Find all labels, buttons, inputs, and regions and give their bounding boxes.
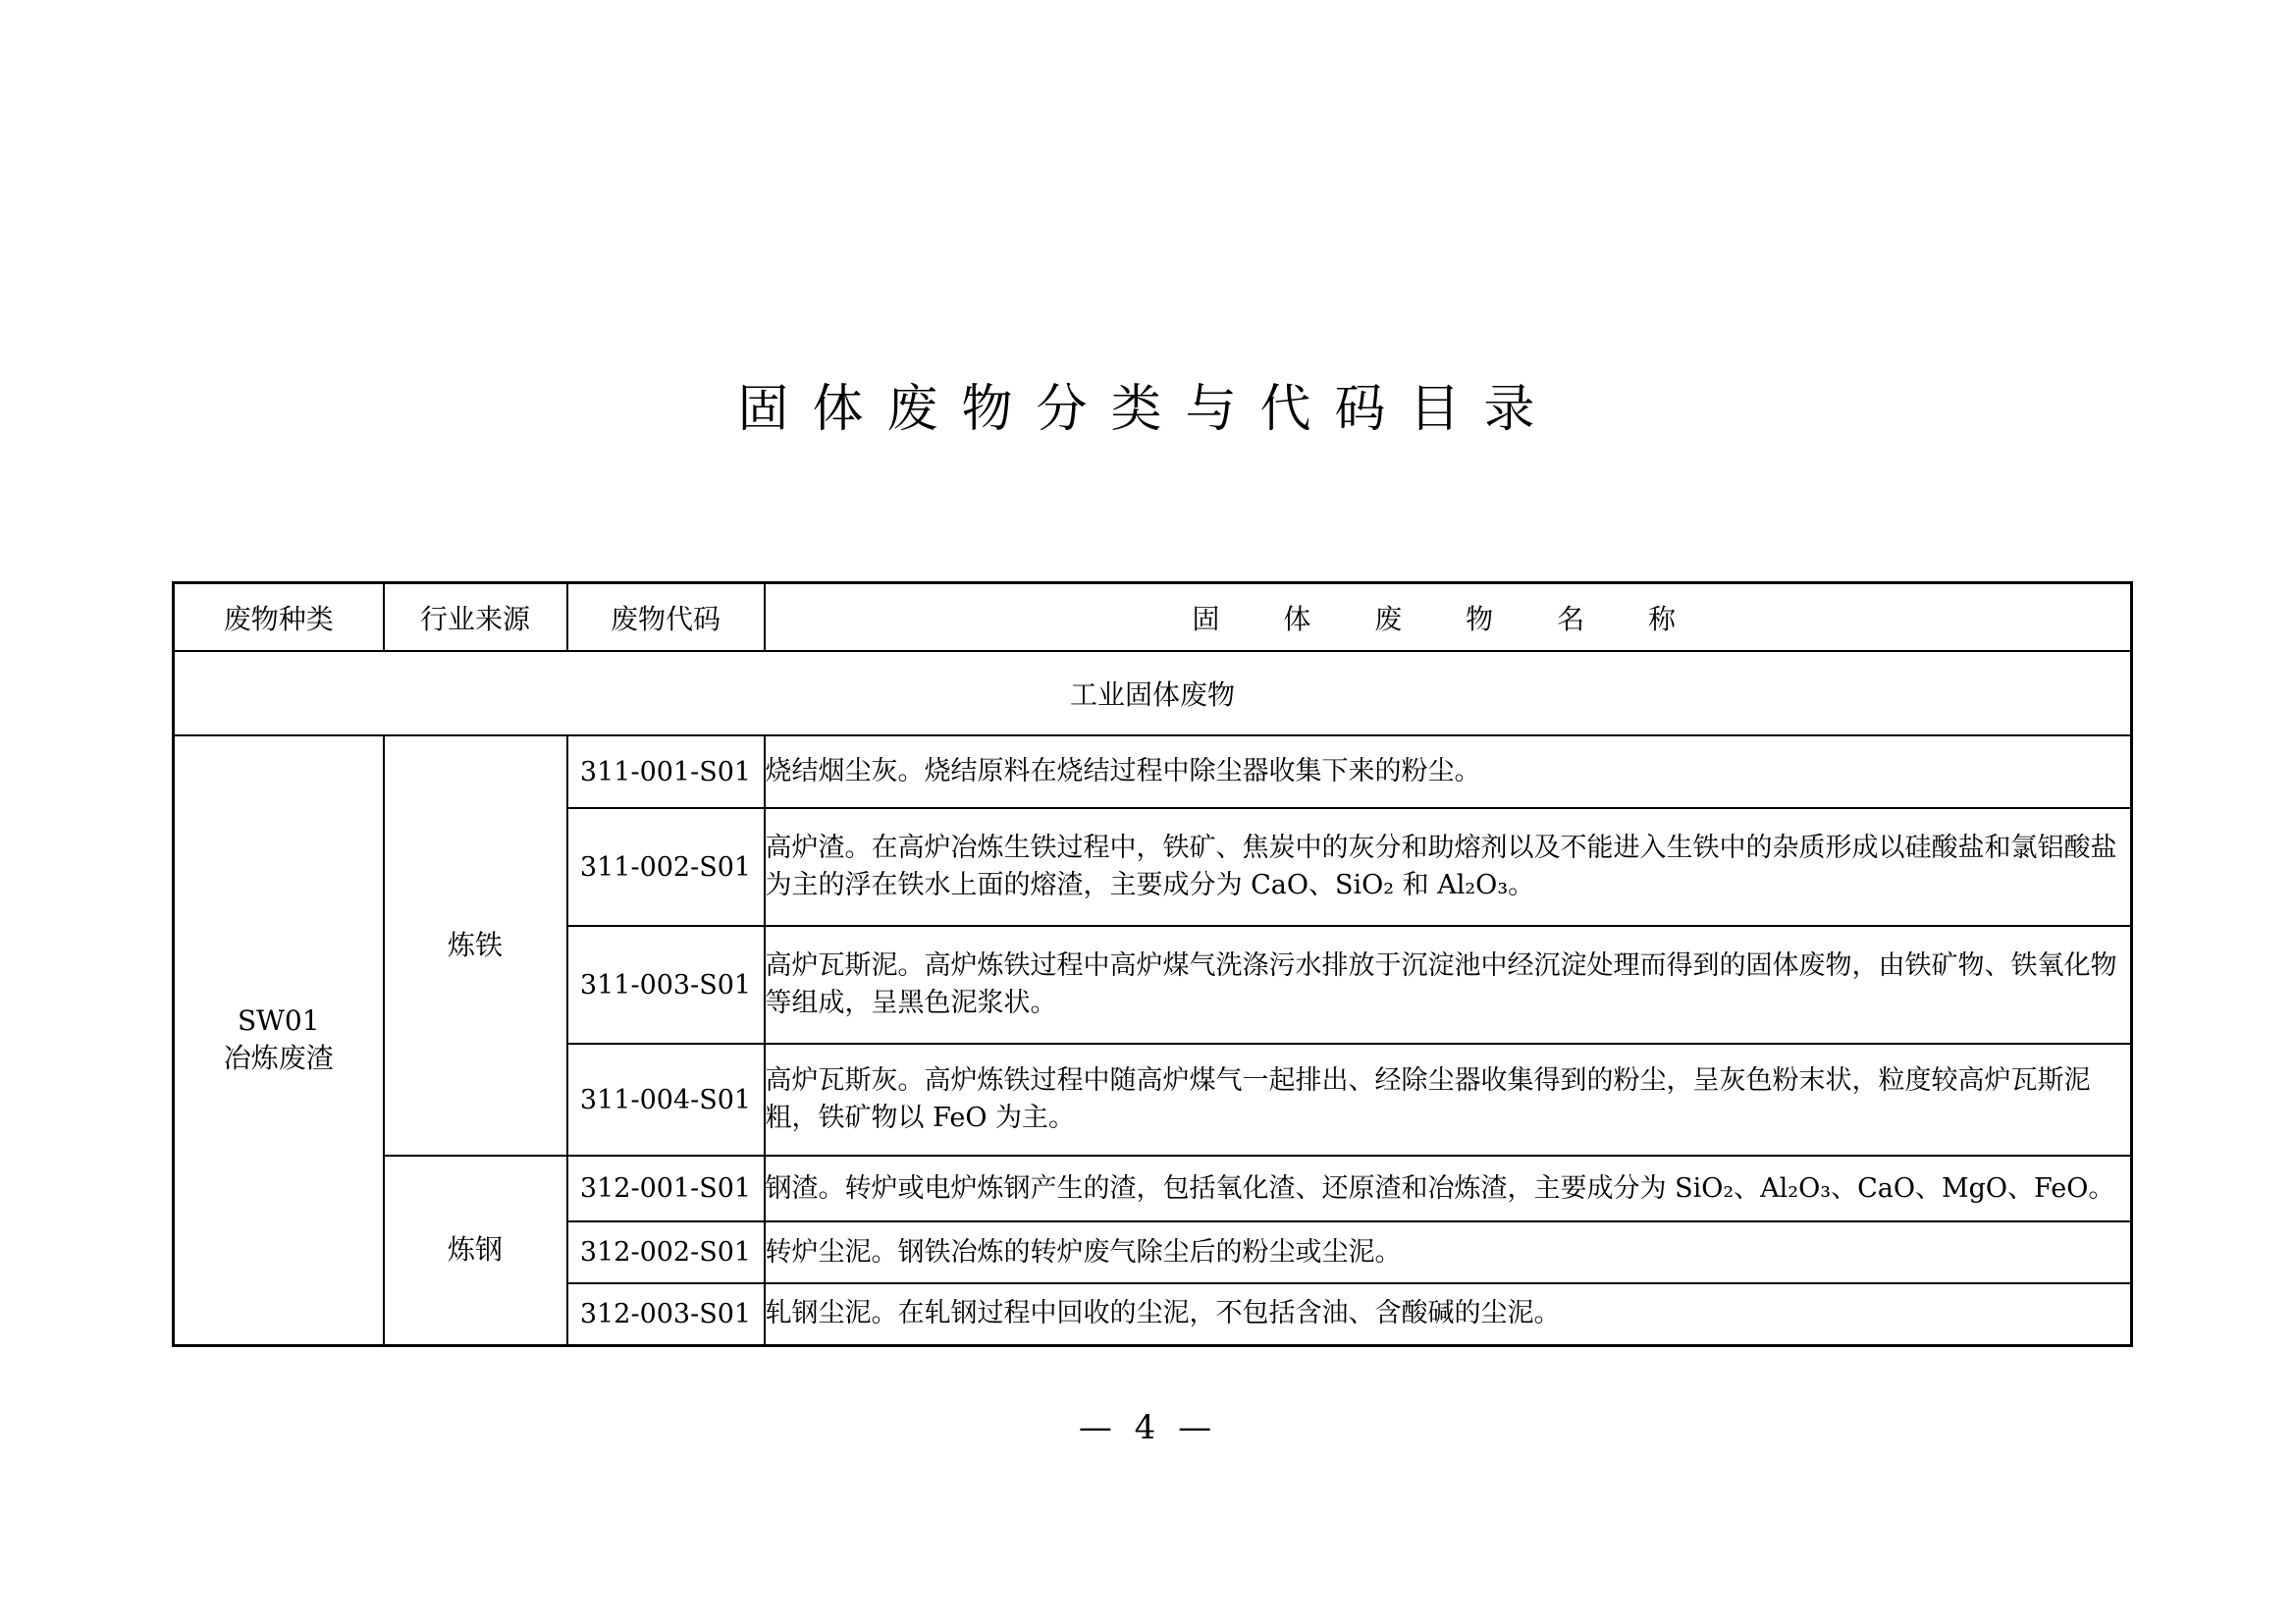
waste-description: 高炉瓦斯灰。高炉炼铁过程中随高炉煤气一起排出、经除尘器收集得到的粉尘，呈灰色粉末状，粒度较高炉瓦斯泥粗，铁矿物以 FeO 为主。	[765, 1044, 2132, 1156]
category-cell	[174, 735, 384, 1345]
waste-catalog-table	[172, 581, 2133, 1347]
waste-code: 312-003-S01	[567, 1283, 765, 1345]
waste-code: 311-001-S01	[567, 735, 765, 808]
section-label: 工业固体废物	[174, 651, 2132, 735]
header-category: 废物种类	[174, 583, 384, 652]
waste-code: 312-002-S01	[567, 1221, 765, 1283]
table-header-row	[174, 583, 2132, 652]
category-code: SW01	[237, 1004, 320, 1038]
waste-description: 钢渣。转炉或电炉炼钢产生的渣，包括氧化渣、还原渣和冶炼渣，主要成分为 SiO₂、Al₂O₃、CaO、MgO、FeO。	[765, 1156, 2132, 1221]
header-name: 固 体 废 物 名 称	[765, 583, 2132, 652]
waste-description: 轧钢尘泥。在轧钢过程中回收的尘泥，不包括含油、含酸碱的尘泥。	[765, 1283, 2132, 1345]
header-industry: 行业来源	[384, 583, 567, 652]
waste-code: 311-004-S01	[567, 1044, 765, 1156]
category-name: 冶炼废渣	[223, 1042, 334, 1075]
industry-steel: 炼钢	[384, 1156, 567, 1345]
waste-description: 转炉尘泥。钢铁冶炼的转炉废气除尘后的粉尘或尘泥。	[765, 1221, 2132, 1283]
waste-code: 312-001-S01	[567, 1156, 765, 1221]
waste-code: 311-003-S01	[567, 926, 765, 1044]
page-number: — 4 —	[1078, 1408, 1218, 1447]
waste-description: 高炉渣。在高炉冶炼生铁过程中，铁矿、焦炭中的灰分和助熔剂以及不能进入生铁中的杂质形成以硅酸盐和氯铝酸盐为主的浮在铁水上面的熔渣，主要成分为 CaO、SiO₂ 和 Al₂O₃。	[765, 808, 2132, 926]
waste-description: 高炉瓦斯泥。高炉炼铁过程中高炉煤气洗涤污水排放于沉淀池中经沉淀处理而得到的固体废物，由铁矿物、铁氧化物等组成，呈黑色泥浆状。	[765, 926, 2132, 1044]
section-row	[174, 651, 2132, 735]
header-code: 废物代码	[567, 583, 765, 652]
waste-code: 311-002-S01	[567, 808, 765, 926]
waste-description: 烧结烟尘灰。烧结原料在烧结过程中除尘器收集下来的粉尘。	[765, 735, 2132, 808]
industry-iron: 炼铁	[384, 735, 567, 1156]
page-title: 固体废物分类与代码目录	[737, 380, 1559, 439]
table-row	[174, 1156, 2132, 1221]
table-row	[174, 735, 2132, 808]
